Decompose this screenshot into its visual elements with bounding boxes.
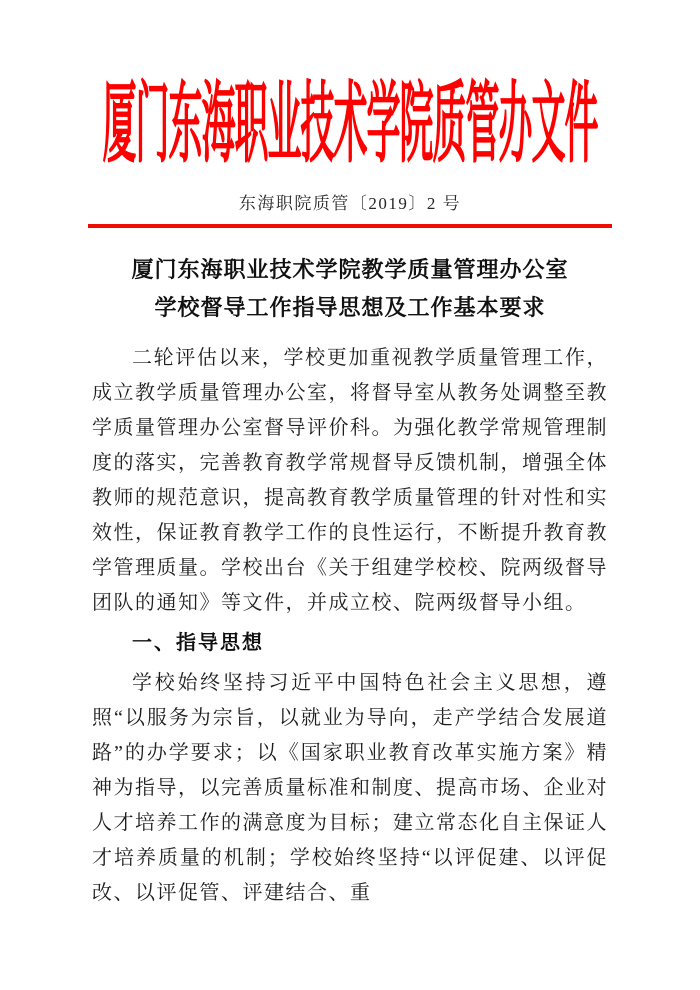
header-divider-rule [88,224,612,228]
body-paragraph: 学校始终坚持习近平中国特色社会主义思想，遵照“以服务为宗旨，以就业为导向，走产学结合发展道路”的办学要求；以《国家职业教育改革实施方案》精神为指导，以完善质量标准和制度、提高市场、企业对人才培养工作的满意度为目标；建立常态化自主保证人才培养质量的机制；学校始终坚持“以评促建、以评促改、以评促管、评建结合、重 [92,672,608,904]
document-title [0,251,700,327]
document-number: 东海职院质管〔2019〕2 号 [238,194,462,213]
letterhead-title: 厦门东海职业技术学院质管办文件 [102,78,598,175]
document-body [92,341,608,911]
section-heading: 一、指导思想 [132,632,264,654]
body-paragraph: 二轮评估以来，学校更加重视教学质量管理工作，成立教学质量管理办公室，将督导室从教务处调整至教学质量管理办公室督导评价科。为强化教学常规管理制度的落实，完善教育教学常规督导反馈机制，增强全体教师的规范意识，提高教育教学质量管理的针对性和实效性，保证教育教学工作的良性运行，不断提升教育教学管理质量。学校出台《关于组建学校校、院两级督导团队的通知》等文件，并成立校、院两级督导小组。 [92,347,608,614]
document-title-line-2: 学校督导工作指导思想及工作基本要求 [154,295,546,320]
document-title-line-1: 厦门东海职业技术学院教学质量管理办公室 [131,257,569,282]
letterhead [0,78,700,178]
